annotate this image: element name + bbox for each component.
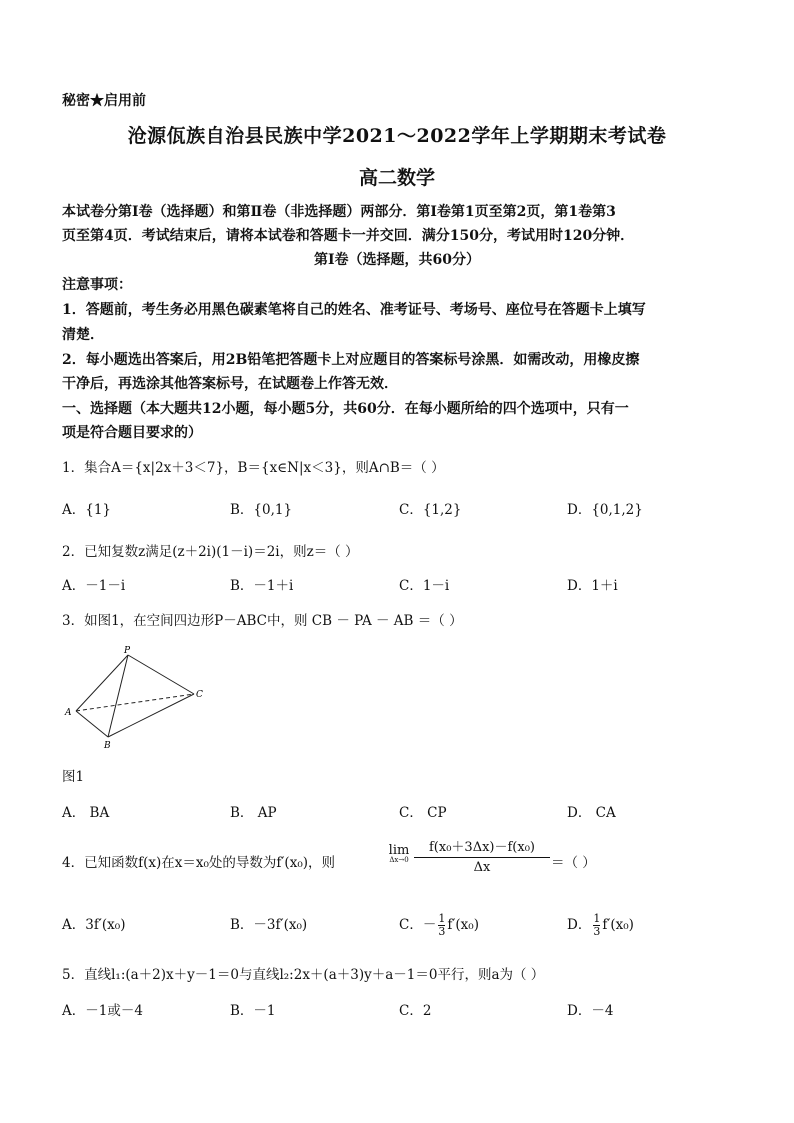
- question-1-stem: 1．集合A＝{x|2x＋3＜7}，B＝{x∈N|x＜3}，则A∩B＝（ ）: [62, 460, 445, 476]
- limit-block: [384, 843, 414, 864]
- question-1-option-d: D．{0,1,2}: [567, 502, 643, 518]
- question-1-option-c: C．{1,2}: [399, 502, 462, 518]
- limit-symbol: lim: [388, 843, 410, 858]
- fraction-denominator: Δx: [473, 860, 491, 875]
- question-3-option-b: B． AP: [230, 805, 277, 821]
- question-3-option-a: A． BA: [62, 805, 110, 821]
- intro-line-2: 页至第4页．考试结束后，请将本试卷和答题卡一并交回．满分150分，考试用时120分钟．: [62, 228, 635, 244]
- question-5-option-b: B．－1: [230, 1003, 276, 1019]
- vertex-label-c: C: [196, 690, 203, 700]
- option-d-tail: f′(x₀): [602, 917, 634, 933]
- question-1-option-b: B．{0,1}: [230, 502, 293, 518]
- limit-fraction: [414, 836, 550, 875]
- question-4-stem-post: ＝（ ）: [551, 855, 596, 871]
- question-3-option-d: D． CA: [567, 805, 616, 821]
- fraction-numerator: f(x₀＋3Δx)－f(x₀): [414, 836, 550, 858]
- question-4-option-b: B．－3f′(x₀): [230, 917, 308, 933]
- note-1-line-1: 1．答题前，考生务必用黑色碳素笔将自己的姓名、准考证号、考场号、座位号在答题卡上填写: [62, 302, 646, 318]
- edge-pc: [128, 655, 194, 694]
- option-d-fraction: [593, 913, 600, 938]
- exam-subtitle: 高二数学: [358, 167, 435, 189]
- question-4-option-a: A．3f′(x₀): [62, 917, 126, 933]
- option-d-prefix: D．: [567, 917, 592, 933]
- option-c-fraction: [438, 913, 445, 938]
- intro-line-1: 本试卷分第Ⅰ卷（选择题）和第Ⅱ卷（非选择题）两部分．第Ⅰ卷第1页至第2页，第1卷第3: [62, 204, 616, 220]
- question-3-option-c: C． CP: [399, 805, 447, 821]
- vertex-label-a: A: [65, 708, 72, 718]
- secret-label: 秘密★启用前: [62, 93, 146, 109]
- part-1-heading-line-2: 项是符合题目要求的）: [62, 425, 202, 441]
- vertex-label-p: P: [124, 646, 131, 656]
- note-2-line-1: 2．每小题选出答案后，用2B铅笔把答题卡上对应题目的答案标号涂黑．如需改动，用橡皮擦: [62, 352, 640, 368]
- question-4-option-d: [567, 913, 634, 938]
- question-5-stem: 5．直线l₁:(a＋2)x＋y－1＝0与直线l₂:2x＋(a＋3)y＋a－1＝0平行，则a为（ ）: [62, 967, 545, 983]
- tetrahedron-figure: [62, 645, 212, 755]
- option-c-prefix: C．－: [399, 917, 437, 933]
- question-1-option-a: A．{1}: [62, 502, 112, 518]
- edge-ab: [76, 711, 108, 737]
- question-2-option-d: D．1＋i: [567, 578, 618, 594]
- option-c-tail: f′(x₀): [447, 917, 479, 933]
- section-1-heading: 第Ⅰ卷（选择题，共60分）: [313, 252, 481, 268]
- edge-bc: [108, 694, 194, 737]
- edge-pb: [108, 655, 128, 737]
- question-4-option-c: [399, 913, 479, 938]
- question-3-stem: 3．如图1，在空间四边形P－ABC中，则 CB － PA － AB ＝（ ）: [62, 613, 463, 629]
- part-1-heading-line-1: 一、选择题（本大题共12小题，每小题5分，共60分．在每小题所给的四个选项中，只有一: [62, 401, 629, 417]
- question-2-option-b: B．－1＋i: [230, 578, 294, 594]
- note-1-line-2: 清楚．: [62, 327, 104, 343]
- question-5-option-a: A．－1或－4: [62, 1003, 143, 1019]
- question-5-option-c: C．2: [399, 1003, 432, 1019]
- edge-pa: [76, 655, 128, 711]
- option-d-frac-den: 3: [593, 925, 601, 938]
- exam-title: 沧源佤族自治县民族中学2021～2022学年上学期期末考试卷: [127, 125, 667, 147]
- option-c-frac-num: 1: [438, 912, 446, 925]
- question-2-option-c: C．1－i: [399, 578, 450, 594]
- option-d-frac-num: 1: [593, 912, 601, 925]
- option-c-frac-den: 3: [438, 925, 446, 938]
- note-2-line-2: 干净后，再选涂其他答案标号，在试题卷上作答无效．: [62, 376, 398, 392]
- notes-heading: 注意事项：: [62, 277, 132, 293]
- figure-1-caption: 图1: [62, 769, 85, 785]
- question-2-stem: 2．已知复数z满足(z＋2i)(1－i)＝2i，则z＝（ ）: [62, 544, 359, 560]
- question-5-option-d: D．－4: [567, 1003, 614, 1019]
- question-4-stem-pre: 4．已知函数f(x)在x＝x₀处的导数为f′(x₀)，则: [62, 855, 335, 871]
- vertex-label-b: B: [104, 741, 111, 751]
- question-2-option-a: A．－1－i: [62, 578, 126, 594]
- limit-subscript: Δx→0: [389, 856, 409, 864]
